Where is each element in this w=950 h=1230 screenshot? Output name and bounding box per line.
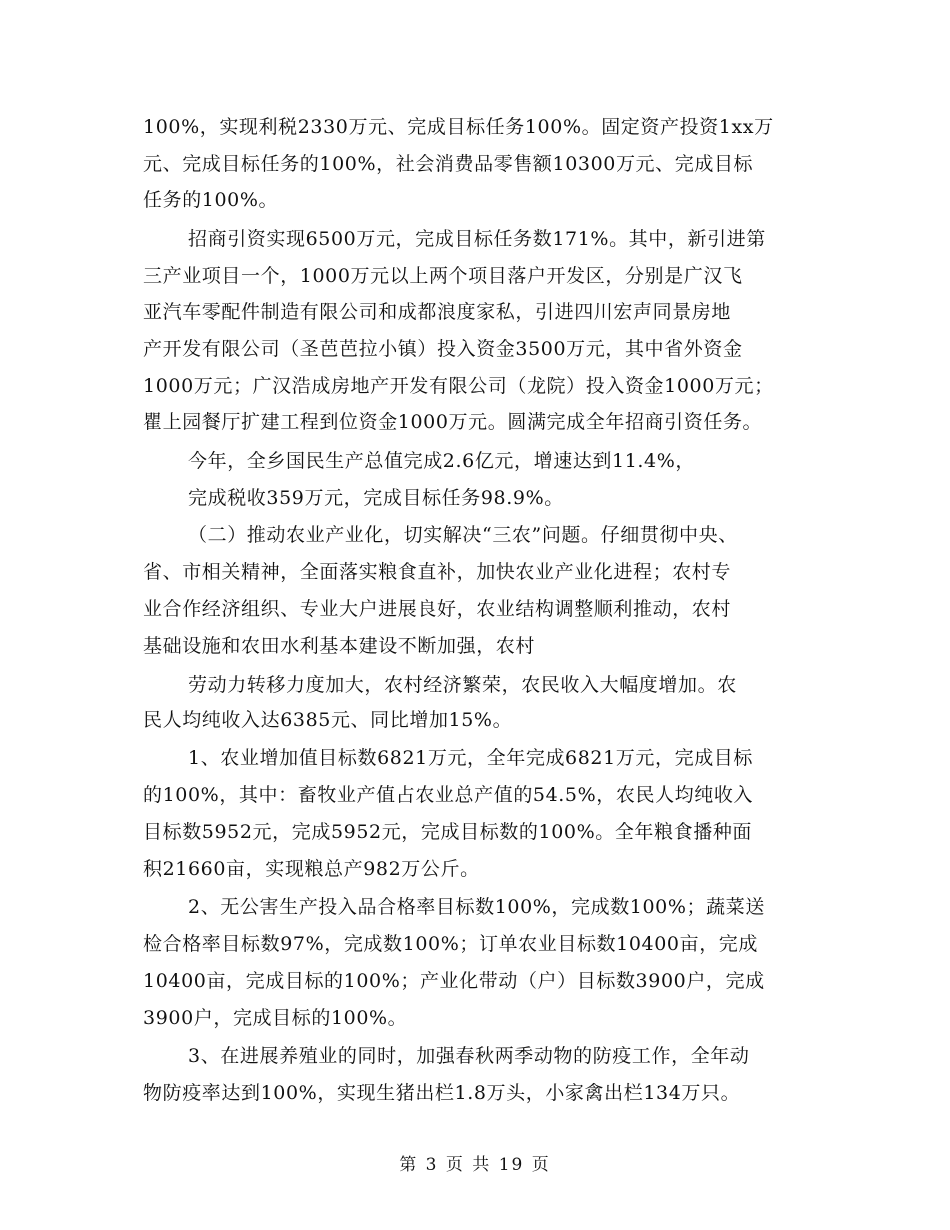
paragraph-first-line: 招商引资实现6500万元，完成目标任务数171%。其中，新引进第: [188, 228, 766, 250]
section-heading-line: （二）推动农业产业化，切实解决“三农”问题。仔细贯彻中央、: [188, 524, 738, 546]
body-line: 3900户，完成目标的100%。: [143, 1007, 408, 1029]
body-line: 物防疫率达到100%，实现生猪出栏1.8万头，小家禽出栏134万只。: [143, 1082, 741, 1104]
paragraph-first-line: 2、无公害生产投入品合格率目标数100%，完成数100%；蔬菜送: [188, 896, 765, 918]
body-line: 10400亩，完成目标的100%；产业化带动（户）目标数3900户，完成: [143, 970, 765, 992]
body-line: 1000万元；广汉浩成房地产开发有限公司（龙院）投入资金1000万元；: [143, 375, 774, 397]
paragraph-first-line: 3、在进展养殖业的同时，加强春秋两季动物的防疫工作，全年动: [188, 1045, 750, 1067]
body-line: 元、完成目标任务的100%，社会消费品零售额10300万元、完成目标: [143, 153, 754, 175]
body-line: 民人均纯收入达6385元、同比增加15%。: [143, 709, 513, 731]
paragraph-first-line: 劳动力转移力度加大，农村经济繁荣，农民收入大幅度增加。农: [188, 674, 737, 696]
body-line: 亚汽车零配件制造有限公司和成都浪度家私，引进四川宏声同景房地: [143, 301, 732, 323]
body-line: 产开发有限公司（圣芭芭拉小镇）投入资金3500万元，其中省外资金: [143, 338, 743, 360]
paragraph-first-line: 1、农业增加值目标数6821万元，全年完成6821万元，完成目标: [188, 747, 753, 769]
paragraph-first-line: 今年，全乡国民生产总值完成2.6亿元，增速达到11.4%，: [188, 450, 695, 472]
body-line: 业合作经济组织、专业大户进展良好，农业结构调整顺利推动，农村: [143, 598, 732, 620]
body-line: 目标数5952元，完成5952元，完成目标数的100%。全年粮食播种面: [143, 821, 753, 843]
body-line: 100%，实现利税2330万元、完成目标任务100%。固定资产投资1xx万: [143, 116, 774, 138]
body-line: 三产业项目一个，1000万元以上两个项目落户开发区，分别是广汉飞: [143, 265, 743, 287]
page-number-footer: 第 3 页 共 19 页: [399, 1155, 551, 1175]
body-line: 积21660亩，实现粮总产982万公斤。: [143, 858, 480, 880]
body-line: 的100%，其中：畜牧业产值占农业总产值的54.5%，农民人均纯收入: [143, 784, 754, 806]
body-line: 检合格率目标数97%，完成数100%；订单农业目标数10400亩，完成: [143, 933, 758, 955]
body-line: 基础设施和农田水利基本建设不断加强，农村: [143, 635, 536, 657]
body-line: 省、市相关精神，全面落实粮食直补，加快农业产业化进程；农村专: [143, 561, 732, 583]
paragraph-first-line: 完成税收359万元，完成目标任务98.9%。: [188, 487, 564, 509]
body-line: 任务的100%。: [143, 189, 279, 211]
body-line: 瞿上园餐厅扩建工程到位资金1000万元。圆满完成全年招商引资任务。: [143, 411, 763, 433]
